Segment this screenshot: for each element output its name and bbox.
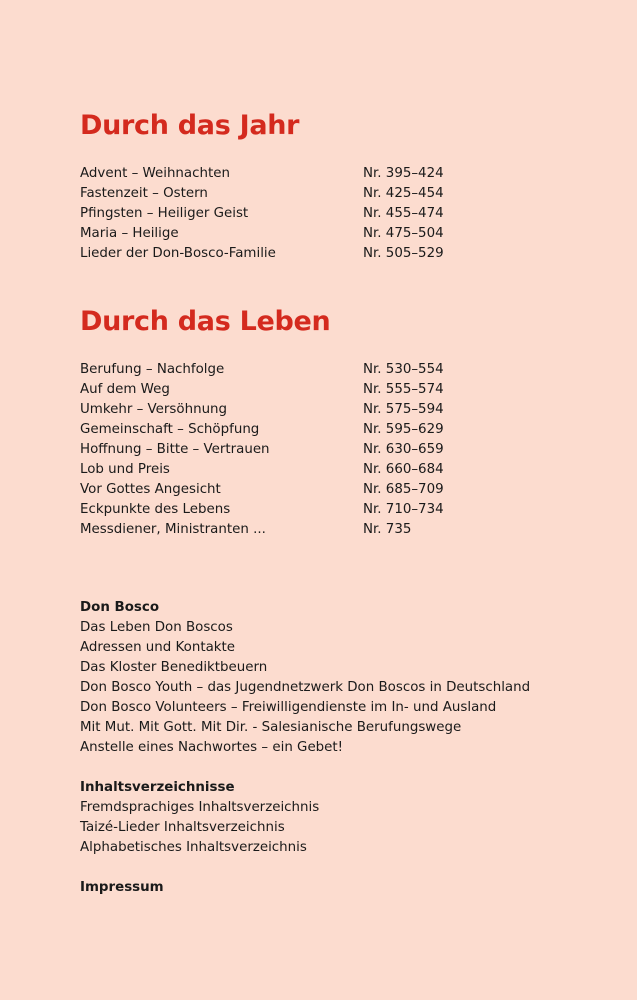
toc-row[interactable] — [80, 204, 637, 224]
group-impressum — [80, 878, 637, 898]
toc-row[interactable] — [80, 164, 637, 184]
toc-row[interactable] — [80, 184, 637, 204]
list-item[interactable]: Alphabetisches Inhaltsverzeichnis — [80, 840, 307, 855]
toc-label: Advent – Weihnachten — [80, 166, 230, 181]
toc-number: Nr. 595–629 — [363, 422, 444, 437]
toc-number: Nr. 710–734 — [363, 502, 444, 517]
list-item[interactable]: Don Bosco Youth – das Jugendnetzwerk Don Boscos in Deutschland — [80, 680, 531, 695]
list-item[interactable]: Taizé-Lieder Inhaltsverzeichnis — [80, 820, 285, 835]
toc-row[interactable] — [80, 380, 637, 400]
toc-number: Nr. 455–474 — [363, 206, 444, 221]
toc-list-leben — [80, 360, 637, 540]
toc-number: Nr. 505–529 — [363, 246, 444, 261]
section-title-leben: Durch das Leben — [80, 306, 331, 337]
toc-row[interactable] — [80, 420, 637, 440]
section-title-jahr: Durch das Jahr — [80, 110, 300, 141]
toc-label: Hoffnung – Bitte – Vertrauen — [80, 442, 270, 457]
toc-number: Nr. 575–594 — [363, 402, 444, 417]
toc-label: Gemeinschaft – Schöpfung — [80, 422, 260, 437]
toc-number: Nr. 735 — [363, 522, 412, 537]
toc-number: Nr. 555–574 — [363, 382, 444, 397]
toc-number: Nr. 475–504 — [363, 226, 444, 241]
list-item[interactable]: Mit Mut. Mit Gott. Mit Dir. - Salesianische Berufungswege — [80, 720, 462, 735]
group-heading[interactable]: Don Bosco — [80, 600, 160, 615]
toc-number: Nr. 660–684 — [363, 462, 444, 477]
toc-label: Lieder der Don-Bosco-Familie — [80, 246, 276, 261]
toc-row[interactable] — [80, 440, 637, 460]
toc-label: Messdiener, Ministranten ... — [80, 522, 266, 537]
toc-number: Nr. 530–554 — [363, 362, 444, 377]
list-item[interactable]: Anstelle eines Nachwortes – ein Gebet! — [80, 740, 344, 755]
toc-row[interactable] — [80, 460, 637, 480]
toc-row[interactable] — [80, 520, 637, 540]
toc-label: Umkehr – Versöhnung — [80, 402, 228, 417]
group-don-bosco — [80, 598, 637, 758]
toc-label: Berufung – Nachfolge — [80, 362, 225, 377]
toc-label: Vor Gottes Angesicht — [80, 482, 221, 497]
list-item[interactable]: Das Leben Don Boscos — [80, 620, 233, 635]
toc-row[interactable] — [80, 244, 637, 264]
toc-number: Nr. 395–424 — [363, 166, 444, 181]
toc-label: Pfingsten – Heiliger Geist — [80, 206, 249, 221]
impressum-heading[interactable]: Impressum — [80, 880, 164, 895]
toc-row[interactable] — [80, 360, 637, 380]
toc-row[interactable] — [80, 500, 637, 520]
group-inhaltsverzeichnisse — [80, 778, 637, 858]
toc-row[interactable] — [80, 480, 637, 500]
toc-label: Auf dem Weg — [80, 382, 170, 397]
list-item[interactable]: Das Kloster Benediktbeuern — [80, 660, 268, 675]
toc-label: Lob und Preis — [80, 462, 170, 477]
toc-label: Maria – Heilige — [80, 226, 179, 241]
group-heading[interactable]: Inhaltsverzeichnisse — [80, 780, 235, 795]
toc-label: Fastenzeit – Ostern — [80, 186, 208, 201]
list-item[interactable]: Fremdsprachiges Inhaltsverzeichnis — [80, 800, 320, 815]
toc-list-jahr — [80, 164, 637, 264]
list-item[interactable]: Adressen und Kontakte — [80, 640, 236, 655]
toc-row[interactable] — [80, 224, 637, 244]
toc-number: Nr. 425–454 — [363, 186, 444, 201]
toc-label: Eckpunkte des Lebens — [80, 502, 231, 517]
toc-number: Nr. 630–659 — [363, 442, 444, 457]
list-item[interactable]: Don Bosco Volunteers – Freiwilligendienste im In- und Ausland — [80, 700, 497, 715]
spacer — [80, 582, 637, 598]
toc-number: Nr. 685–709 — [363, 482, 444, 497]
toc-row[interactable] — [80, 400, 637, 420]
